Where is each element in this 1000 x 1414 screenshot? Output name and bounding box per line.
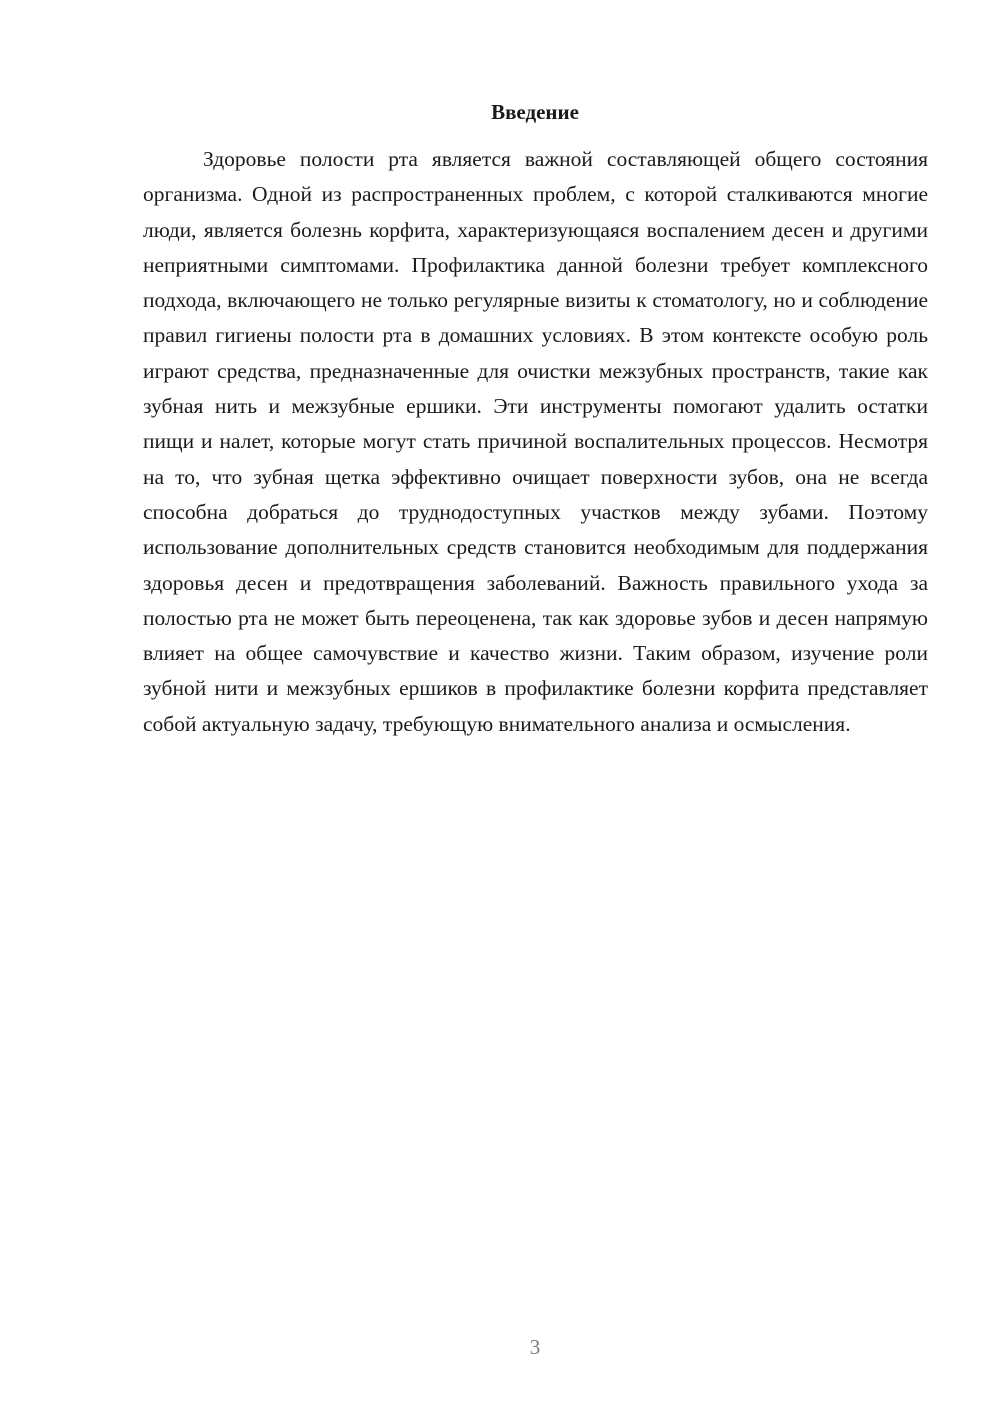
section-heading: Введение bbox=[491, 100, 579, 124]
page-number: 3 bbox=[529, 1335, 541, 1359]
body-paragraph: Здоровье полости рта является важной составляющей общего состояния организма. Одной из распространенных проблем, с которой сталкиваются многие люди, является болезнь корфита, характеризующаяся воспалением десен и другими неприятными симптомами. Профилактика данной болезни требует комплексного подхода, включающего не только регулярные визиты к стоматологу, но и соблюдение правил гигиены полости рта в домашних условиях. В этом контексте особую роль играют средства, предназначенные для очистки межзубных пространств, такие как зубная нить и межзубные ершики. Эти инструменты помогают удалить остатки пищи и налет, которые могут стать причиной воспалительных процессов. Несмотря на то, что зубная щетка эффективно очищает поверхности зубов, она не всегда способна добраться до труднодоступных участков между зубами. Поэтому использование дополнительных средств становится необходимым для поддержания здоровья десен и предотвращения заболеваний. Важность правильного ухода за полостью рта не может быть переоценена, так как здоровье зубов и десен напрямую влияет на общее самочувствие и качество жизни. Таким образом, изучение роли зубной нити и межзубных ершиков в профилактике болезни корфита представляет собой актуальную задачу, требующую внимательного анализа и осмысления. bbox=[143, 147, 928, 736]
